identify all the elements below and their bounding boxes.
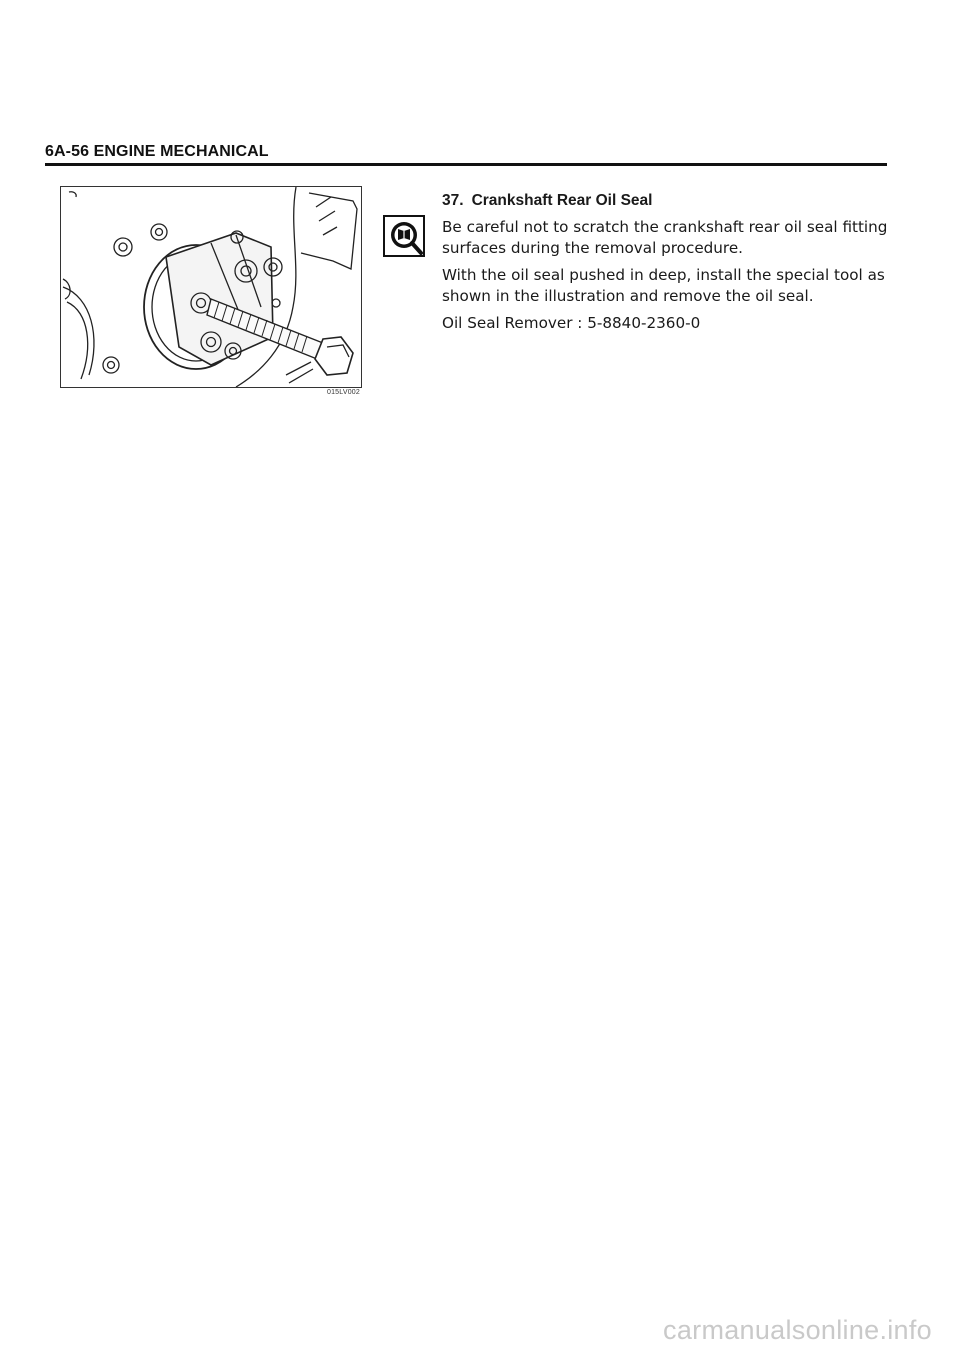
step-content	[442, 190, 892, 334]
oil-seal-remover-illustration	[60, 186, 362, 388]
service-caution-icon	[383, 215, 425, 257]
figure-code: 015LV002	[326, 389, 360, 396]
step-number: 37.	[442, 192, 464, 209]
figure	[60, 186, 362, 399]
instruction-paragraph: With the oil seal pushed in deep, install the special tool as shown in the illustration and remove the oil seal.	[442, 266, 885, 305]
step-title: Crankshaft Rear Oil Seal	[471, 192, 653, 209]
header-rule	[45, 163, 887, 166]
footer-watermark: carmanualsonline.info	[663, 1315, 932, 1345]
special-tool-line: Oil Seal Remover : 5-8840-2360-0	[442, 314, 701, 332]
step-heading	[442, 190, 892, 211]
caution-paragraph: Be careful not to scratch the crankshaft rear oil seal fitting surfaces during the removal procedure.	[442, 218, 888, 257]
page-header: 6A-56 ENGINE MECHANICAL	[45, 143, 269, 160]
